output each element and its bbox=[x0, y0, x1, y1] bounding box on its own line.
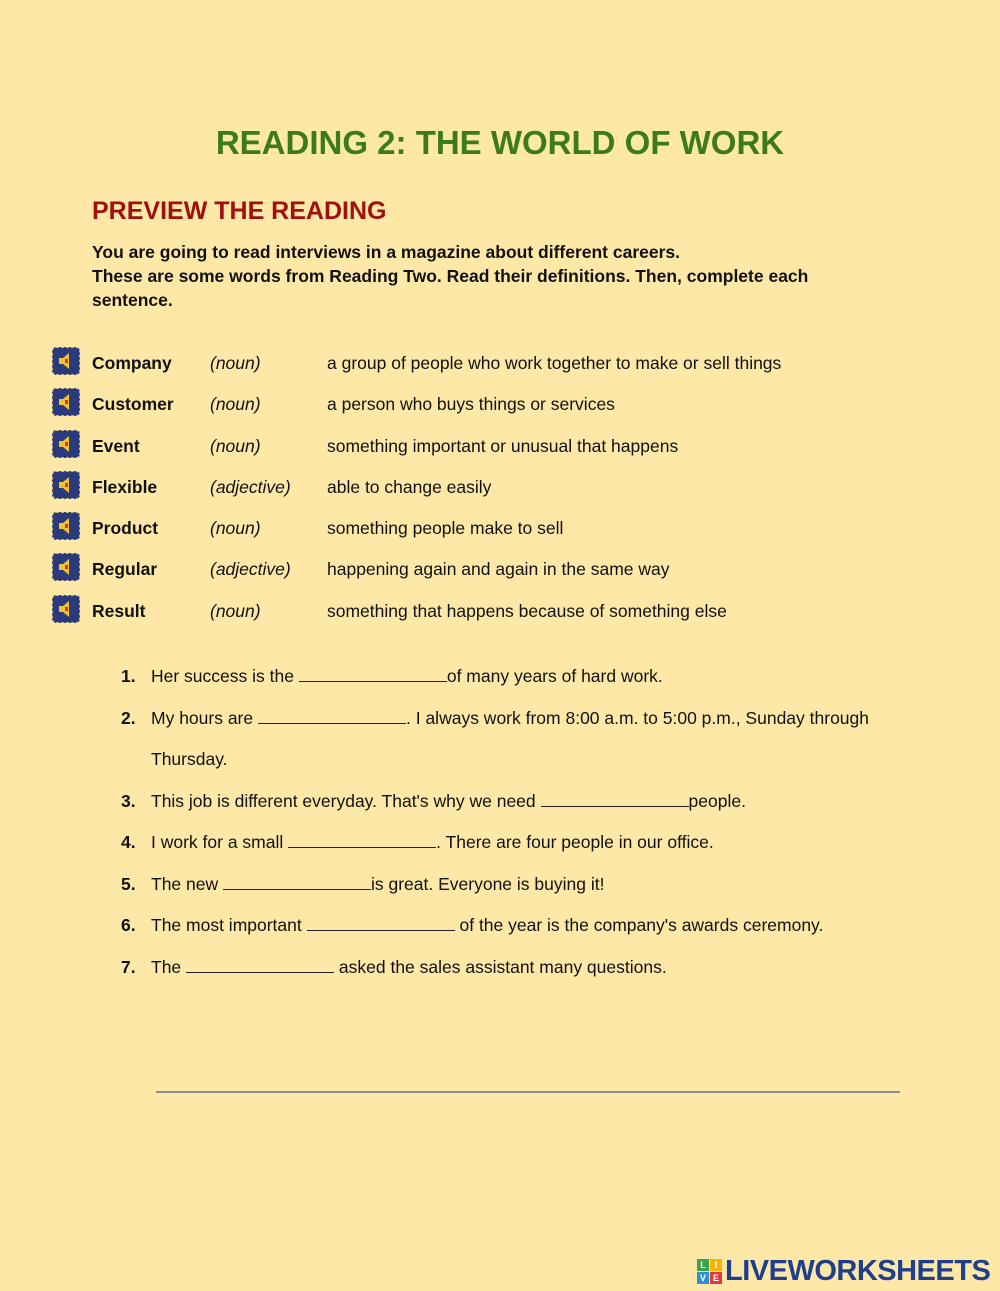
vocab-row bbox=[52, 549, 952, 590]
answer-blank[interactable] bbox=[258, 709, 406, 724]
vocab-word: Regular bbox=[92, 559, 158, 580]
vocab-word: Flexible bbox=[92, 476, 158, 497]
definition: something that happens because of something else bbox=[327, 600, 727, 621]
question-text-before: The most important bbox=[151, 915, 302, 935]
logo-letter: I bbox=[710, 1259, 722, 1271]
question-text-after: . I always work from 8:00 a.m. to 5:00 p.m., Sunday through Thursday. bbox=[151, 707, 869, 769]
section-title: PREVIEW THE READING bbox=[92, 197, 387, 225]
question-item bbox=[121, 781, 921, 823]
part-of-speech: (noun) bbox=[210, 353, 261, 373]
definition: happening again and again in the same way bbox=[327, 559, 670, 580]
instruction-line-1: You are going to read interviews in a magazine about different careers. bbox=[92, 242, 681, 262]
part-of-speech: (noun) bbox=[210, 394, 261, 415]
vocab-word: Event bbox=[92, 435, 140, 456]
speaker-icon[interactable] bbox=[52, 388, 80, 416]
question-number: 2. bbox=[121, 707, 136, 728]
answer-blank[interactable] bbox=[288, 833, 436, 848]
question-text-before: I work for a small bbox=[151, 832, 284, 852]
divider bbox=[156, 1091, 900, 1093]
speaker-icon[interactable] bbox=[52, 347, 80, 375]
question-item bbox=[121, 698, 921, 781]
definition: something important or unusual that happens bbox=[327, 435, 679, 456]
logo-text: LIVEWORKSHEETS bbox=[725, 1255, 991, 1287]
question-text-before: Her success is the bbox=[151, 666, 294, 686]
question-item bbox=[121, 947, 921, 989]
logo-mark-icon bbox=[697, 1259, 722, 1284]
question-number: 1. bbox=[121, 666, 136, 686]
vocab-row bbox=[52, 426, 952, 467]
speaker-icon[interactable] bbox=[52, 471, 80, 499]
definition: a group of people who work together to make or sell things bbox=[327, 353, 782, 373]
speaker-icon[interactable] bbox=[52, 595, 80, 623]
vocabulary-list bbox=[52, 343, 952, 632]
question-item bbox=[121, 656, 921, 698]
page-title: READING 2: THE WORLD OF WORK bbox=[215, 124, 785, 161]
part-of-speech: (noun) bbox=[210, 435, 261, 456]
vocab-row bbox=[52, 343, 952, 384]
liveworksheets-logo bbox=[697, 1255, 990, 1288]
answer-blank[interactable] bbox=[307, 916, 455, 931]
answer-blank[interactable] bbox=[541, 792, 689, 807]
logo-letter: V bbox=[697, 1272, 709, 1284]
question-text-after: is great. Everyone is buying it! bbox=[371, 873, 605, 894]
speaker-icon[interactable] bbox=[52, 553, 80, 581]
question-number: 4. bbox=[121, 832, 136, 852]
logo-letter: E bbox=[710, 1272, 722, 1284]
part-of-speech: (adjective) bbox=[210, 476, 291, 497]
definition: a person who buys things or services bbox=[327, 394, 615, 415]
answer-blank[interactable] bbox=[223, 875, 371, 890]
instruction-line-2: These are some words from Reading Two. Read their definitions. Then, complete each sentence. bbox=[92, 266, 809, 310]
definition: able to change easily bbox=[327, 476, 492, 497]
question-text-after: of many years of hard work. bbox=[446, 666, 663, 686]
answer-blank[interactable] bbox=[186, 958, 334, 973]
vocab-word: Product bbox=[92, 518, 159, 539]
speaker-icon[interactable] bbox=[52, 512, 80, 540]
vocab-row bbox=[52, 467, 952, 508]
question-number: 3. bbox=[121, 790, 136, 811]
question-text-before: The new bbox=[151, 873, 219, 894]
question-item bbox=[121, 905, 921, 947]
vocab-row bbox=[52, 591, 952, 632]
part-of-speech: (noun) bbox=[210, 600, 261, 621]
logo-letter: L bbox=[697, 1259, 709, 1271]
speaker-icon[interactable] bbox=[52, 430, 80, 458]
question-text-before: This job is different everyday. That's why we need bbox=[151, 790, 536, 811]
question-item bbox=[121, 864, 921, 906]
question-text-after: of the year is the company's awards ceremony. bbox=[454, 915, 824, 935]
question-text-after: people. bbox=[688, 790, 746, 811]
question-text-before: My hours are bbox=[151, 707, 254, 728]
question-text-after: . There are four people in our office. bbox=[436, 832, 714, 852]
question-text-after: asked the sales assistant many questions. bbox=[334, 956, 667, 977]
vocab-word: Result bbox=[92, 600, 146, 621]
answer-blank[interactable] bbox=[299, 667, 447, 682]
vocab-word: Company bbox=[92, 353, 172, 373]
definition: something people make to sell bbox=[327, 518, 564, 539]
instructions bbox=[92, 240, 852, 312]
vocab-row bbox=[52, 508, 952, 549]
question-number: 5. bbox=[121, 873, 136, 894]
vocab-word: Customer bbox=[92, 394, 174, 415]
question-text-before: The bbox=[151, 956, 182, 977]
question-number: 6. bbox=[121, 915, 136, 935]
vocab-row bbox=[52, 384, 952, 425]
part-of-speech: (adjective) bbox=[210, 559, 291, 580]
part-of-speech: (noun) bbox=[210, 518, 261, 539]
question-item bbox=[121, 822, 921, 864]
question-number: 7. bbox=[121, 956, 136, 977]
question-list bbox=[121, 656, 921, 988]
